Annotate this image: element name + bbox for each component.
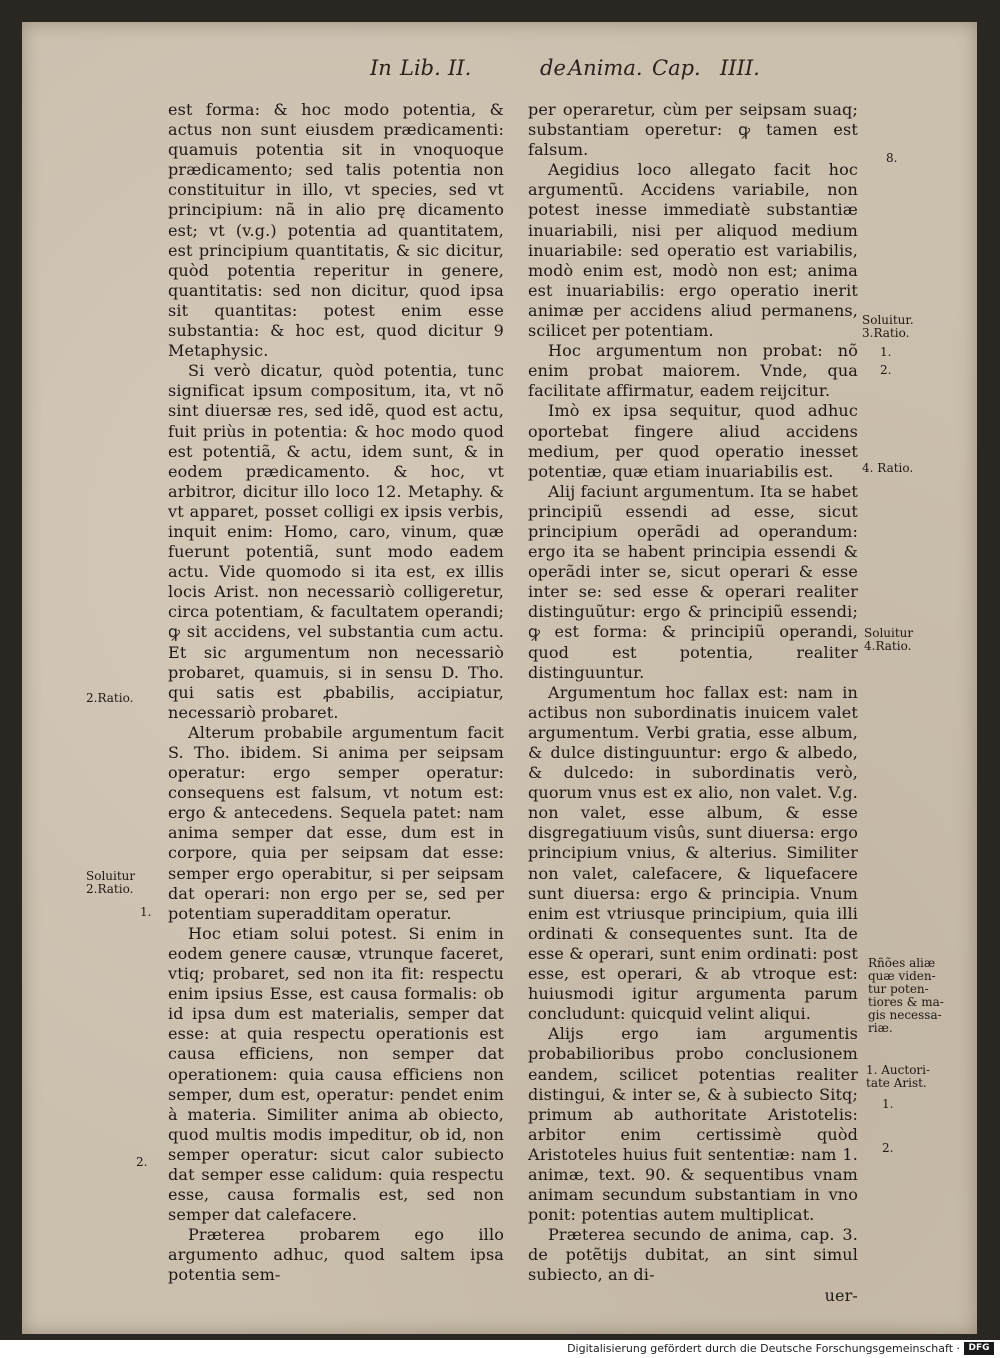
header-word-in: In [370, 56, 392, 80]
margin-note: 2. [882, 1141, 894, 1155]
margin-note: Rñões aliæ quæ viden- tur poten- tiores & ma- gis necessa- riæ. [868, 956, 944, 1035]
header-word-lib: Lib. [400, 56, 441, 80]
margin-note: Soluitur 2.Ratio. [86, 869, 136, 896]
dfg-logo: DFG [964, 1342, 994, 1355]
right-text-column [528, 100, 858, 1306]
paragraph: Si verò dicatur, quòd potentia, tunc significat ipsum compositum, ita, vt nõ sint diuersæ res, sed idẽ, quod est actu, fuit priùs in potentia: & hoc modo quod est potentiã, & actu, idem sunt, & in eodem prædicamento. & hoc, vt arbitror, dicitur illo loco 12. Metaphy. & vt apparet, posset colligi ex ipsis verbis, inquit enim: Homo, caro, vinum, quæ fuerunt potentiã, sunt modo eadem actu. Vide quomodo si ita est, ex illis locis Arist. non necessariò colligeretur, circa potentiam, & facultatem operandi; ꝙ sit accidens, vel substantia cum actu. Et sic argumentum non necessariò probaret, quamuis, si in sensu D. Tho. qui satis est ꝓbabilis, accipiatur, necessariò probaret. [168, 361, 504, 722]
funding-credit: Digitalisierung gefördert durch die Deutsche Forschungsgemeinschaft · [567, 1342, 960, 1355]
margin-note: 8. [886, 151, 898, 165]
header-word-de: de [540, 56, 566, 80]
margin-note: 2.Ratio. [86, 691, 134, 705]
margin-note: 2. [880, 363, 892, 377]
header-chapter-number: IIII. [720, 56, 760, 80]
left-text-column [168, 100, 504, 1286]
margin-note: 2. [136, 1155, 148, 1169]
margin-note: 1. [882, 1097, 894, 1111]
margin-note: 4. Ratio. [862, 461, 914, 475]
digitization-footer [0, 1340, 1000, 1358]
paragraph: Hoc etiam solui potest. Si enim in eodem genere causæ, vtrunque faceret, vtiq; probaret, sed non ita fit: respectu enim ipsius Esse, est causa formalis: ob id ipsa dum est materialis, semper dat esse: at quia respectu operationis est causa efficiens, non semper dat operationem: quia causa efficiens non semper, dum est, operatur: pendet enim à materia. Similiter anima ab obiecto, quod multis modis impeditur, ob id, non semper operatur: sicut calor subiecto dat semper esse calidum: quia respectu esse, causa formalis est, sed non semper dat calefacere. [168, 923, 504, 1225]
paragraph: est forma: & hoc modo potentia, & actus non sunt eiusdem prædicamenti: quamuis potentia sit in vnoquoque prædicamento; sed talis potentia non constituitur in illo, vt species, sed vt principium: nã in alio prę dicamento est; vt (v.g.) potentia ad quantitatem, est principium quantitatis, & sic dicitur, quòd potentia reperitur in genere, quantitatis: sed non dicitur, quod ipsa sit quantitas: potest enim esse substantia: & hoc est, quod dicitur 9 Metaphysic. [168, 100, 504, 361]
paragraph: Præterea probarem ego illo argumento adhuc, quod saltem ipsa potentia sem- [168, 1225, 504, 1285]
margin-note: 1. [140, 905, 152, 919]
header-word-cap: Cap. [652, 56, 701, 80]
paragraph: Præterea secundo de anima, cap. 3. de potẽtijs dubitat, an sint simul subiecto, an di- [528, 1225, 858, 1285]
paragraph: Alterum probabile argumentum facit S. Tho. ibidem. Si anima per seipsam operatur: ergo semper operatur: consequens est falsum, vt notum est: ergo & antecedens. Sequela patet: nam anima semper dat esse, dum est in corpore, quia per seipsam dat esse: semper ergo operabitur, si per seipsam dat operari: non ergo per se, sed per potentiam superadditam operatur. [168, 722, 504, 923]
paragraph: Alij faciunt argumentum. Ita se habet principiũ essendi ad esse, sicut principium operãdi ad operandum: ergo ita se habent principia essendi & operãdi inter se, sicut operari & esse inter se: sed esse & operari realiter distinguũtur: ergo & principiũ essendi; ꝙ est forma: & principiũ operandi, quod est potentia, realiter distinguuntur. [528, 481, 858, 682]
paragraph: Alijs ergo iam argumentis probabilioribus probo conclusionem eandem, scilicet potentias realiter distingui, & inter se, & à subiecto Sitq; primum ab authoritate Aristotelis: arbitor enim certissimè quòd Aristoteles huius fuit sententiæ: nam 1. animæ, text. 90. & sequentibus vnam animam secundum substantiam in vno ponit: potentias autem multiplicat. [528, 1024, 858, 1225]
catchword: uer- [824, 1285, 858, 1305]
margin-note: 1. Auctori- tate Arist. [866, 1063, 931, 1090]
header-word-anima: Anima. [568, 56, 643, 80]
paragraph: Hoc argumentum non probat: nõ enim probat maiorem. Vnde, qua facilitate affirmatur, eadem reijcitur. [528, 341, 858, 401]
paragraph: per operaretur, cùm per seipsam suaq; substantiam operetur: ꝙ tamen est falsum. [528, 100, 858, 160]
margin-note: 1. [880, 345, 892, 359]
running-header [370, 52, 810, 86]
paragraph: Argumentum hoc fallax est: nam in actibus non subordinatis inuicem valet argumentum. Verbi gratia, esse album, & dulce distinguuntur: ergo & albedo, & dulcedo: in subordinatis verò, quorum vnus est ex alio, non valet. V.g. non valet, esse album, & esse disgregatiuum visûs, sunt diuersa: ergo principium vnius, & alterius. Similiter non valet, calefacere, & liquefacere sunt diuersa: ergo & principia. Vnum enim est vtriusque principium, quia illi ordinati & consequentes sunt. Ita de esse & operari, sunt enim ordinati: post esse, est operari, & ab vtroque est: huiusmodi igitur argumenta parum concludunt: quicquid velint aliqui. [528, 682, 858, 1024]
header-book-number: II. [448, 56, 472, 80]
paragraph: Aegidius loco allegato facit hoc argumentũ. Accidens variabile, non potest inesse immediatè substantiæ inuariabili, nisi per aliquod medium inuariabile: sed operatio est variabilis, modò enim est, modò non est; anima est inuariabilis: ergo operatio inerit animæ per accidens aliud permanens, scilicet per potentiam. [528, 160, 858, 341]
margin-note: Soluitur. 3.Ratio. [862, 313, 914, 340]
paragraph: Imò ex ipsa sequitur, quod adhuc oportebat fingere aliud accidens medium, per quod operatio inesset potentiæ, quæ etiam inuariabilis est. [528, 401, 858, 481]
margin-note: Soluitur 4.Ratio. [864, 626, 914, 653]
